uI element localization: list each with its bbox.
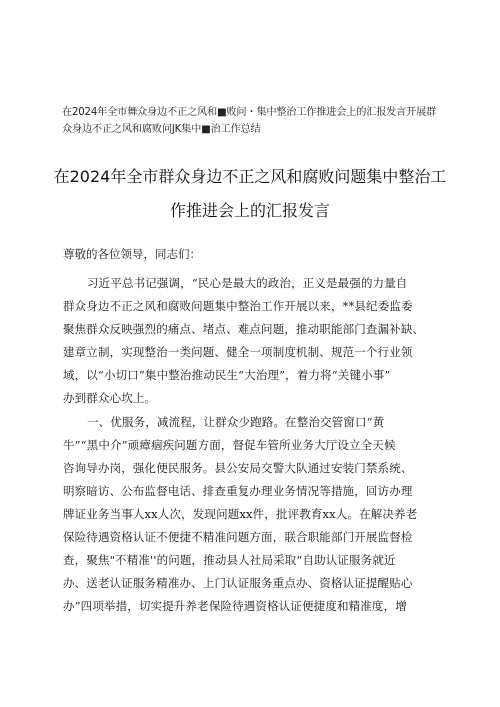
title-line-2: 作推进会上的汇报发言 (169, 201, 330, 220)
body-line: 查，聚焦"不精准''的问题，推动县人社局采取“自助认证服务就近 (63, 553, 396, 568)
body-line: 域，以“小切口”集中整治推动民生“大治理”，着力将“关键小事” (63, 368, 391, 383)
body-line: 保险待遇资格认证不便捷不精准问题方面，联合职能部门开展监督检 (63, 530, 413, 545)
salutation: 尊敬的各位领导，同志们： (63, 247, 201, 261)
body-line: 明察暗访、公布监督电话、排查重复办理业务情况等措施，回访办理 (63, 483, 413, 498)
body-line: 聚焦群众反映强烈的痛点、堵点、难点问题，推动职能部门查漏补缺、 (63, 322, 425, 337)
body-line: 群众身边不正之风和腐败问题集中整治工作开展以来，**县纪委监委 (63, 299, 413, 314)
body-line: 办到群众心坎上。 (63, 391, 157, 406)
body-line: 办、送老认证服务精准办、上门认证服务重点办、资格认证提醒贴心 (63, 576, 413, 591)
header-line-2: 众身边不正之风和腐败问JK集中■治工作总结 (62, 124, 261, 135)
title-line-1: 在2024年全市群众身边不正之风和腐败问题集中整治工 (53, 167, 447, 186)
body-line: 习近平总书记强调，“民心是最大的政治，正义是最强的力量自 (87, 276, 408, 290)
body-line: 一、优服务，减流程，让群众少跑路。在整治交管窗口“黄 (87, 414, 385, 429)
body-line: 牌证业务当事人xx人次，发现问题xx件，批评教育xx人。在解决养老 (63, 506, 418, 521)
body-line: 咨询导办岗，强化便民服务。县公安局交警大队通过安装门禁系统、 (63, 460, 413, 475)
document-header (62, 104, 462, 138)
body-text (63, 272, 443, 618)
body-line: 牛”“黑中介”顽瘴痼疾问题方面，督促车管所业务大厅设立全天候 (63, 437, 396, 452)
body-line: 建章立制，实现整治一类问题、健全一项制度机制、规范一个行业领 (63, 345, 413, 360)
document-title (40, 160, 460, 228)
body-line: 办”四项举措，切实提升养老保险待遇资格认证便捷度和精准度，增 (63, 599, 407, 614)
header-line-1: 在2024年全市舞众身边不正之风和■败问・集中整治工作推进会上的汇报发言开展群 (62, 107, 437, 118)
